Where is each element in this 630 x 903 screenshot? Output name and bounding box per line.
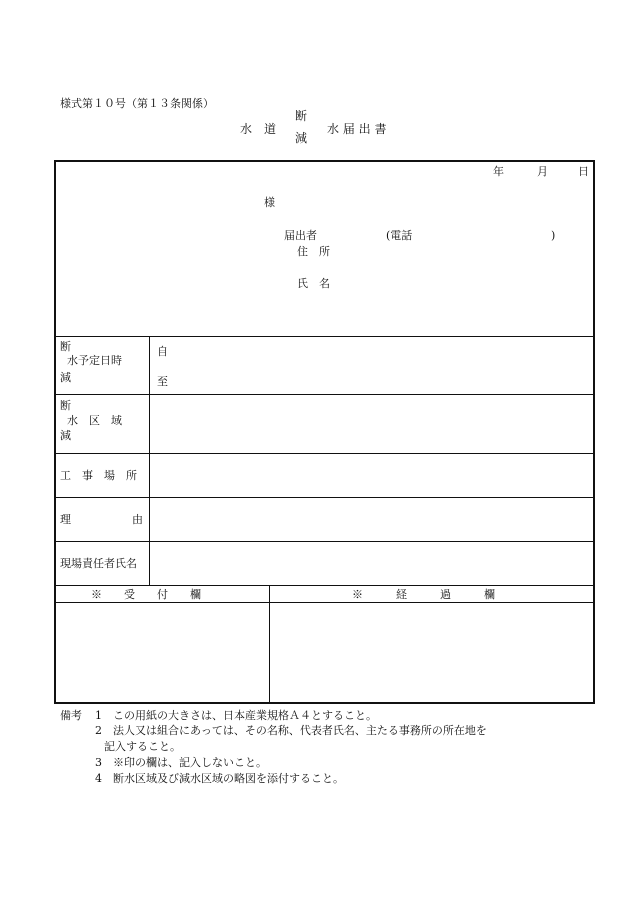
supervisor-label: 現場責任者氏名 <box>60 557 137 570</box>
area-lower-char: 減 <box>60 429 71 442</box>
address-label: 住 所 <box>297 245 330 258</box>
title-left: 水 道 <box>240 122 277 136</box>
reception-header: ※ 受 付 欄 <box>91 588 201 601</box>
area-label: 水 区 域 <box>67 414 122 427</box>
title-upper-char: 断 <box>295 109 308 123</box>
note-item: 3 ※印の欄は、記入しないこと。 <box>95 756 267 769</box>
row-divider <box>54 453 595 454</box>
title-lower-char: 減 <box>295 131 308 145</box>
date-year: 年 <box>493 165 504 178</box>
title-right: 水 届 出 書 <box>327 122 387 136</box>
row-divider <box>54 602 595 603</box>
note-item: 1 この用紙の大きさは、日本産業規格Ａ４とすること。 <box>95 709 377 722</box>
area-upper-char: 断 <box>60 399 71 412</box>
reason-label-b: 由 <box>132 513 143 526</box>
date-month: 月 <box>537 165 548 178</box>
progress-header: ※ 経 過 欄 <box>352 588 495 601</box>
phone-open: (電話 <box>386 229 413 242</box>
footer-column-divider <box>269 585 270 703</box>
notes-heading: 備考 <box>60 709 82 722</box>
name-label: 氏 名 <box>297 277 330 290</box>
reason-label-a: 理 <box>60 513 71 526</box>
site-label: 工 事 場 所 <box>60 469 137 482</box>
phone-close: ) <box>551 229 556 242</box>
note-item: 記入すること。 <box>104 740 181 753</box>
schedule-upper-char: 断 <box>60 340 71 353</box>
row-divider <box>54 336 595 337</box>
schedule-from: 自 <box>157 345 168 358</box>
schedule-label: 水予定日時 <box>67 354 122 367</box>
applicant-label: 届出者 <box>284 229 317 242</box>
row-divider <box>54 394 595 395</box>
row-divider <box>54 585 595 586</box>
note-item: 2 法人又は組合にあっては、その名称、代表者氏名、主たる事務所の所在地を <box>95 724 487 737</box>
form-frame <box>54 160 595 704</box>
schedule-to: 至 <box>157 375 168 388</box>
label-column-divider <box>149 336 150 585</box>
addressee-suffix: 様 <box>264 196 275 209</box>
schedule-lower-char: 減 <box>60 371 71 384</box>
row-divider <box>54 541 595 542</box>
note-item: 4 断水区域及び減水区域の略図を添付すること。 <box>95 772 344 785</box>
row-divider <box>54 497 595 498</box>
date-day: 日 <box>578 165 589 178</box>
form-number: 様式第１０号（第１３条関係） <box>60 97 214 110</box>
